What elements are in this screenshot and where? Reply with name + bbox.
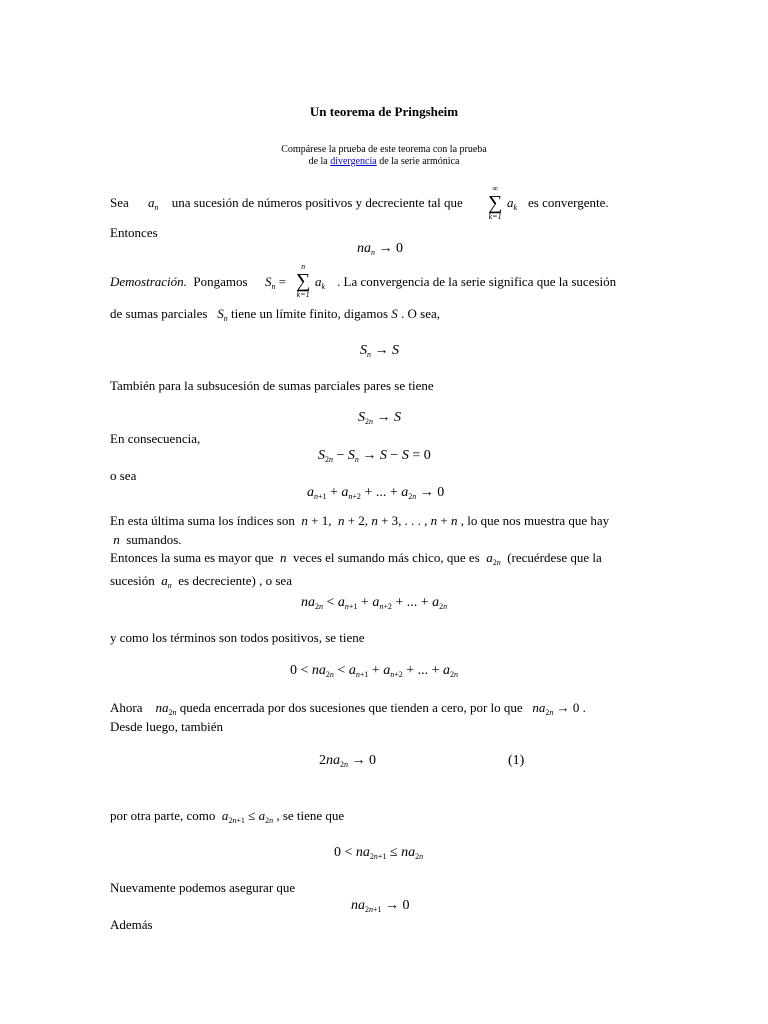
demo-label: Demostración. Pongamos	[110, 274, 248, 289]
equation-sum-to-0: $a_{n+1} + a_{n+2}$ + ... + $a_{2n} \to 0$	[307, 485, 445, 501]
text-desde: Desde luego, también	[110, 719, 223, 734]
text-positivos: y como los términos son todos positivos, se tiene	[110, 630, 365, 645]
divergencia-link[interactable]: divergencia	[330, 156, 377, 167]
paragraph-sumandos: n sumandos.	[113, 532, 182, 547]
equation-2na2n: $2na_{2n} \to 0$	[319, 753, 376, 769]
paragraph-sucesion: sucesión $a_n$ es decreciente) , o sea	[110, 573, 292, 590]
equation-na2n1-bound: $0 < na_{2n+1} \le na_{2n}$	[334, 845, 424, 861]
sn-definition: $S_n$ =	[265, 274, 287, 291]
text-enconsecuencia: En consecuencia,	[110, 431, 201, 446]
paragraph-indices: En esta última suma los índices son n + 1, n + 2, n + 3, . . . , n + n , lo que nos muestra que hay	[110, 513, 610, 528]
text-osea: o sea	[110, 468, 137, 483]
subtitle-line2: de la divergencia de la serie armónica	[308, 156, 460, 167]
equation-nan-to-0: $na_n \to 0$	[357, 241, 403, 257]
paragraph-sea-end: es convergente.	[528, 195, 609, 210]
paragraph-ahora: Ahora $na_{2n}$ queda encerrada por dos sucesiones que tienden a cero, por lo que $na_{2n} \to 0$ .	[110, 700, 586, 717]
demo-rest: . La convergencia de la serie significa que la sucesión	[337, 274, 617, 289]
equation-na2n-less: $na_{2n} < a_{n+1} + a_{n+2}$ + ... + $a_{2n}$	[301, 595, 448, 611]
text-nuevamente: Nuevamente podemos asegurar que	[110, 880, 296, 895]
page-title: Un teorema de Pringsheim	[309, 104, 459, 119]
paragraph-sea: Sea $a_n$ una sucesión de números positivos y decreciente tal que	[110, 195, 463, 212]
paragraph-mayor: Entonces la suma es mayor que n veces el sumando más chico, que es $a_{2n}$ (recuérdese que la	[110, 550, 602, 567]
text-tambien: También para la subsucesión de sumas parciales pares se tiene	[110, 378, 434, 393]
equation-s2n-to-s: $S_{2n} \to S$	[358, 410, 401, 426]
a-k-term-sn: $a_k$	[315, 274, 326, 291]
text-entonces: Entonces	[110, 225, 158, 240]
text-ademas: Además	[110, 917, 153, 932]
paragraph-sumas: de sumas parciales $S_n$ tiene un límite finito, digamos S . O sea,	[110, 306, 441, 323]
a-k-term: $a_k$	[507, 195, 518, 212]
sum-symbol-sn: n ∑ k=1	[296, 262, 311, 299]
sum-symbol: ∞ ∑ k=1	[488, 184, 503, 221]
equation-sn-to-s: $S_n \to S$	[360, 343, 399, 359]
equation-0-less: $0 < na_{2n} < a_{n+1} + a_{n+2}$ + ... + $a_{2n}$	[290, 663, 459, 679]
equation-na2n1-to-0: $na_{2n+1} \to 0$	[351, 898, 410, 914]
subtitle-line1: Compárese la prueba de este teorema con la prueba	[281, 144, 487, 155]
equation-s2n-minus-sn: $S_{2n} - S_n \to S - S = 0$	[318, 448, 431, 464]
equation-number-1: (1)	[508, 753, 525, 768]
paragraph-porotra: por otra parte, como $a_{2n+1} \le a_{2n}$ , se tiene que	[110, 808, 345, 825]
